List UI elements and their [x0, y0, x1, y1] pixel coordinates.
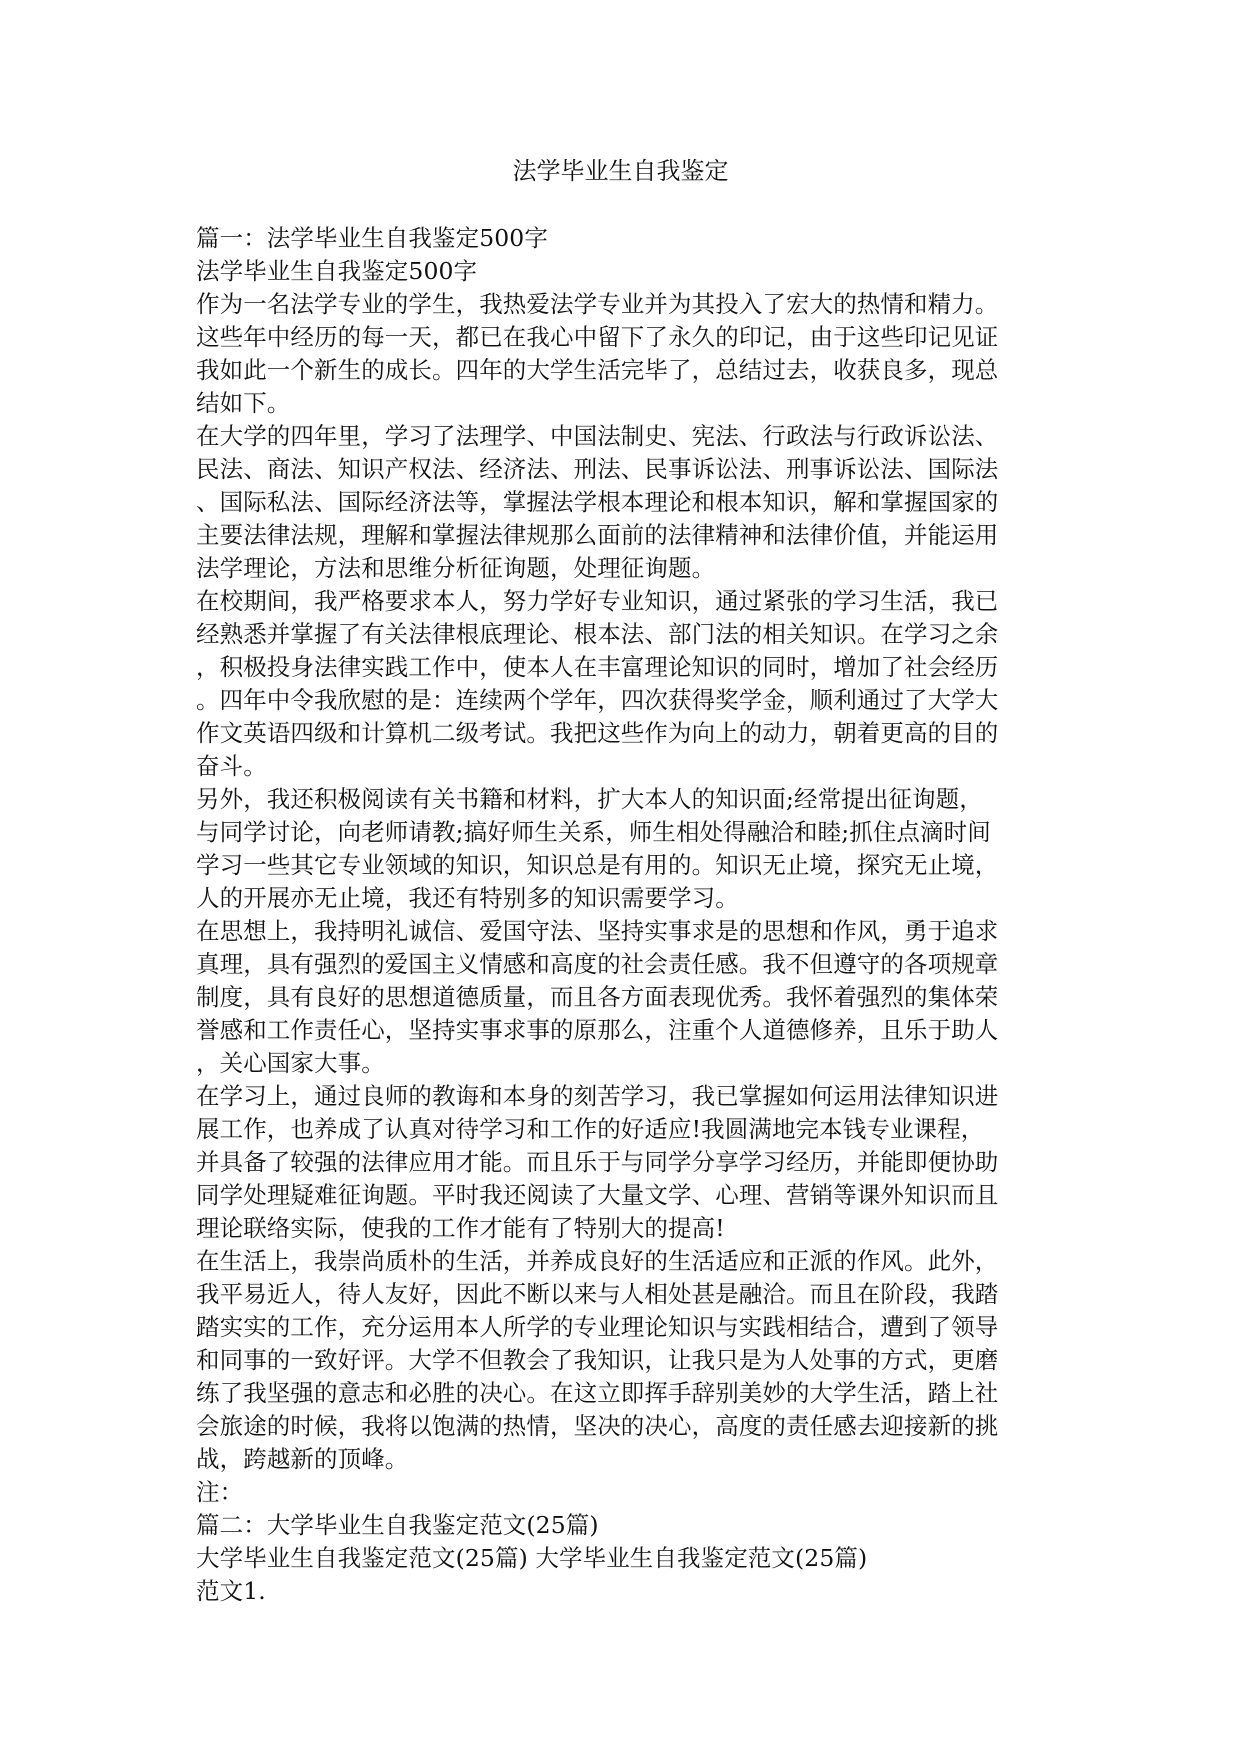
text-line: 大学毕业生自我鉴定范文(25篇) 大学毕业生自我鉴定范文(25篇)	[196, 1544, 868, 1572]
text-line: 。四年中令我欣慰的是：连续两个学年，四次获得奖学金，顺利通过了大学大	[196, 686, 999, 714]
text-line: 这些年中经历的每一天，都已在我心中留下了永久的印记，由于这些印记见证	[196, 323, 999, 351]
text-line: 在学习上，通过良师的教诲和本身的刻苦学习，我已掌握如何运用法律知识进	[196, 1082, 999, 1110]
text-line: 篇二：大学毕业生自我鉴定范文(25篇)	[196, 1511, 599, 1539]
text-line: 制度，具有良好的思想道德质量，而且各方面表现优秀。我怀着强烈的集体荣	[196, 983, 999, 1011]
text-line: ，关心国家大事。	[196, 1049, 385, 1077]
text-line: 真理，具有强烈的爱国主义情感和高度的社会责任感。我不但遵守的各项规章	[196, 950, 999, 978]
text-line: 会旅途的时候，我将以饱满的热情，坚决的决心，高度的责任感去迎接新的挑	[196, 1412, 999, 1440]
text-line: 和同事的一致好评。大学不但教会了我知识，让我只是为人处事的方式，更磨	[196, 1346, 999, 1374]
text-line: 我平易近人，待人友好，因此不断以来与人相处甚是融洽。而且在阶段，我踏	[196, 1280, 999, 1308]
text-line: 另外，我还积极阅读有关书籍和材料，扩大本人的知识面;经常提出征询题，	[196, 785, 983, 813]
text-line: 并具备了较强的法律应用才能。而且乐于与同学分享学习经历，并能即便协助	[196, 1148, 999, 1176]
text-line: 踏实实的工作，充分运用本人所学的专业理论知识与实践相结合，遭到了领导	[196, 1313, 999, 1341]
text-line: 、国际私法、国际经济法等，掌握法学根本理论和根本知识，解和掌握国家的	[196, 488, 999, 516]
text-line: ，积极投身法律实践工作中，使本人在丰富理论知识的同时，增加了社会经历	[196, 653, 999, 681]
text-line: 法学理论，方法和思维分析征询题，处理征询题。	[196, 554, 716, 582]
text-line: 经熟悉并掌握了有关法律根底理论、根本法、部门法的相关知识。在学习之余	[196, 620, 999, 648]
text-line: 战，跨越新的顶峰。	[196, 1445, 409, 1473]
text-line: 在大学的四年里，学习了法理学、中国法制史、宪法、行政法与行政诉讼法、	[196, 422, 999, 450]
text-line: 誉感和工作责任心，坚持实事求事的原那么，注重个人道德修养，且乐于助人	[196, 1016, 999, 1044]
text-line: 篇一：法学毕业生自我鉴定500字	[196, 224, 548, 252]
document-title: 法学毕业生自我鉴定	[512, 157, 729, 185]
text-line: 我如此一个新生的成长。四年的大学生活完毕了，总结过去，收获良多，现总	[196, 356, 999, 384]
text-line: 范文1.	[196, 1577, 266, 1605]
text-line: 同学处理疑难征询题。平时我还阅读了大量文学、心理、营销等课外知识而且	[196, 1181, 999, 1209]
text-line: 主要法律法规，理解和掌握法律规那么面前的法律精神和法律价值，并能运用	[196, 521, 999, 549]
text-line: 结如下。	[196, 389, 291, 417]
text-line: 人的开展亦无止境，我还有特别多的知识需要学习。	[196, 884, 739, 912]
text-line: 练了我坚强的意志和必胜的决心。在这立即挥手辞别美妙的大学生活，踏上社	[196, 1379, 999, 1407]
text-line: 学习一些其它专业领域的知识，知识总是有用的。知识无止境，探究无止境，	[196, 851, 999, 879]
text-line: 展工作，也养成了认真对待学习和工作的好适应!我圆满地完本钱专业课程，	[196, 1115, 985, 1143]
text-line: 理论联络实际，使我的工作才能有了特别大的提高!	[196, 1214, 725, 1242]
text-line: 奋斗。	[196, 752, 267, 780]
text-line: 注：	[196, 1478, 244, 1506]
text-line: 在校期间，我严格要求本人，努力学好专业知识，通过紧张的学习生活，我已	[196, 587, 999, 615]
text-line: 民法、商法、知识产权法、经济法、刑法、民事诉讼法、刑事诉讼法、国际法	[196, 455, 999, 483]
document-body	[196, 222, 1076, 1608]
text-line: 法学毕业生自我鉴定500字	[196, 257, 478, 285]
text-line: 作为一名法学专业的学生，我热爱法学专业并为其投入了宏大的热情和精力。	[196, 290, 999, 318]
text-line: 与同学讨论，向老师请教;搞好师生关系，师生相处得融洽和睦;抓住点滴时间	[196, 818, 991, 846]
text-line: 作文英语四级和计算机二级考试。我把这些作为向上的动力，朝着更高的目的	[196, 719, 999, 747]
text-line: 在思想上，我持明礼诚信、爱国守法、坚持实事求是的思想和作风，勇于追求	[196, 917, 999, 945]
text-line: 在生活上，我崇尚质朴的生活，并养成良好的生活适应和正派的作风。此外，	[196, 1247, 999, 1275]
